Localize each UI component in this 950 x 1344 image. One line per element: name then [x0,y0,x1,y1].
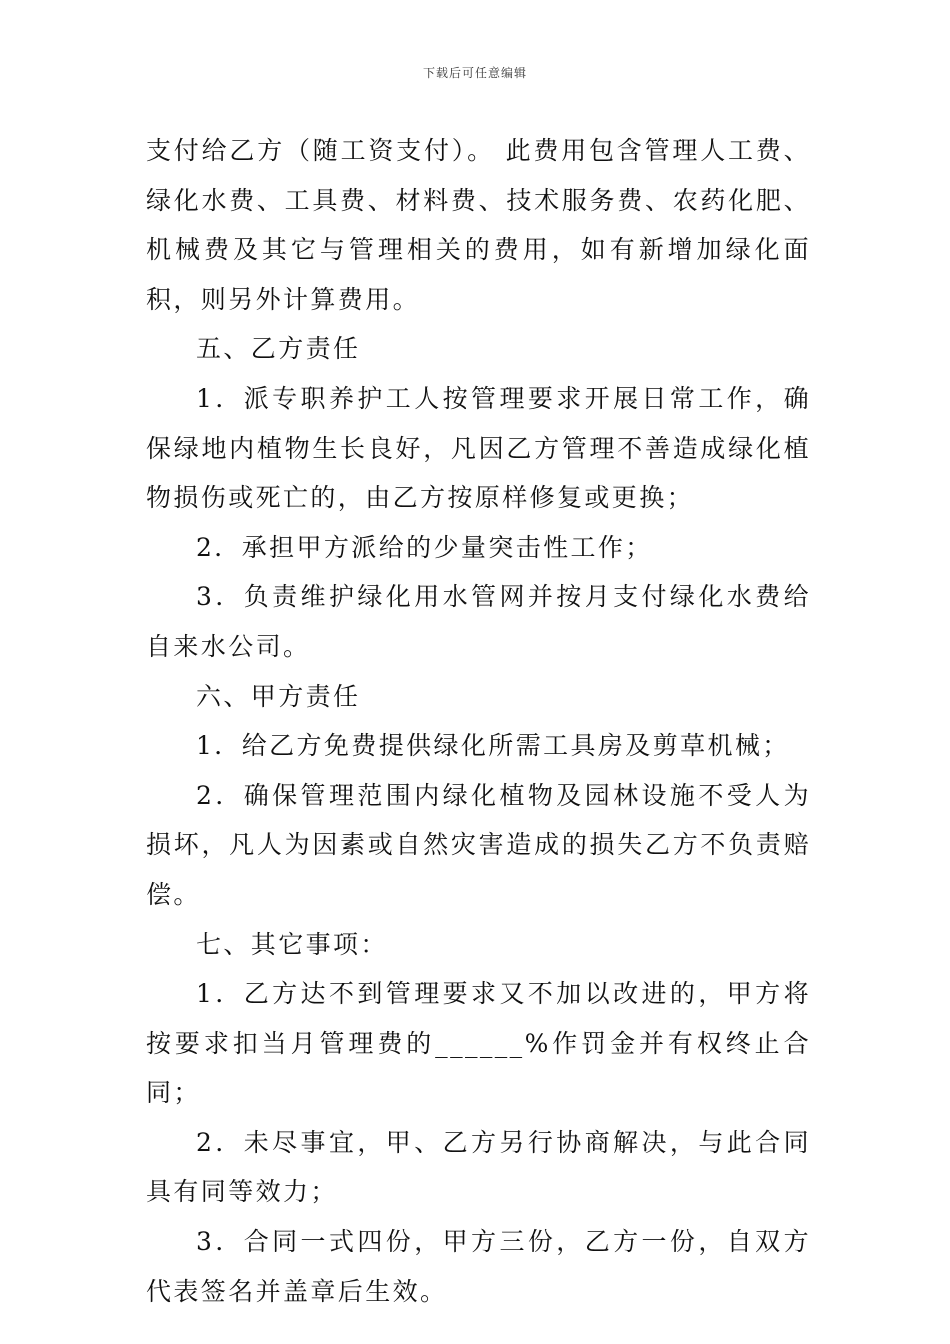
list-item-party-b-1: 1．派专职养护工人按管理要求开展日常工作，确保绿地内植物生长良好，凡因乙方管理不善造成绿化植物损伤或死亡的，由乙方按原样修复或更换； [146,383,811,513]
section-heading-other: 七、其它事项： [196,929,388,959]
list-item-party-a-1: 1．给乙方免费提供绿化所需工具房及剪草机械； [196,731,790,761]
list-item-party-b-3: 3．负责维护绿化用水管网并按月支付绿化水费给自来水公司。 [146,582,811,661]
list-item-other-3: 3．合同一式四份，甲方三份，乙方一份，自双方代表签名并盖章后生效。 [146,1227,811,1306]
section-heading-party-b: 五、乙方责任 [196,334,361,364]
document-body [146,126,811,1316]
list-item-other-2: 2．未尽事宜，甲、乙方另行协商解决，与此合同具有同等效力； [146,1127,811,1207]
list-item-party-a-2: 2．确保管理范围内绿化植物及园林设施不受人为损坏，凡人为因素或自然灾害造成的损失乙方不负责赔偿。 [146,780,811,909]
list-item-party-b-2: 2．承担甲方派给的少量突击性工作； [196,532,653,562]
section-heading-party-a: 六、甲方责任 [196,681,361,711]
list-item-other-1: 1．乙方达不到管理要求又不加以改进的，甲方将按要求扣当月管理费的______%作罚金并有权终止合同； [146,979,811,1108]
paragraph-fee-description: 支付给乙方（随工资支付）。 此费用包含管理人工费、绿化水费、工具费、材料费、技术服务费、农药化肥、机械费及其它与管理相关的费用，如有新增加绿化面积，则另外计算费用。 [146,136,811,314]
page-header: 下载后可任意编辑 [422,66,527,80]
